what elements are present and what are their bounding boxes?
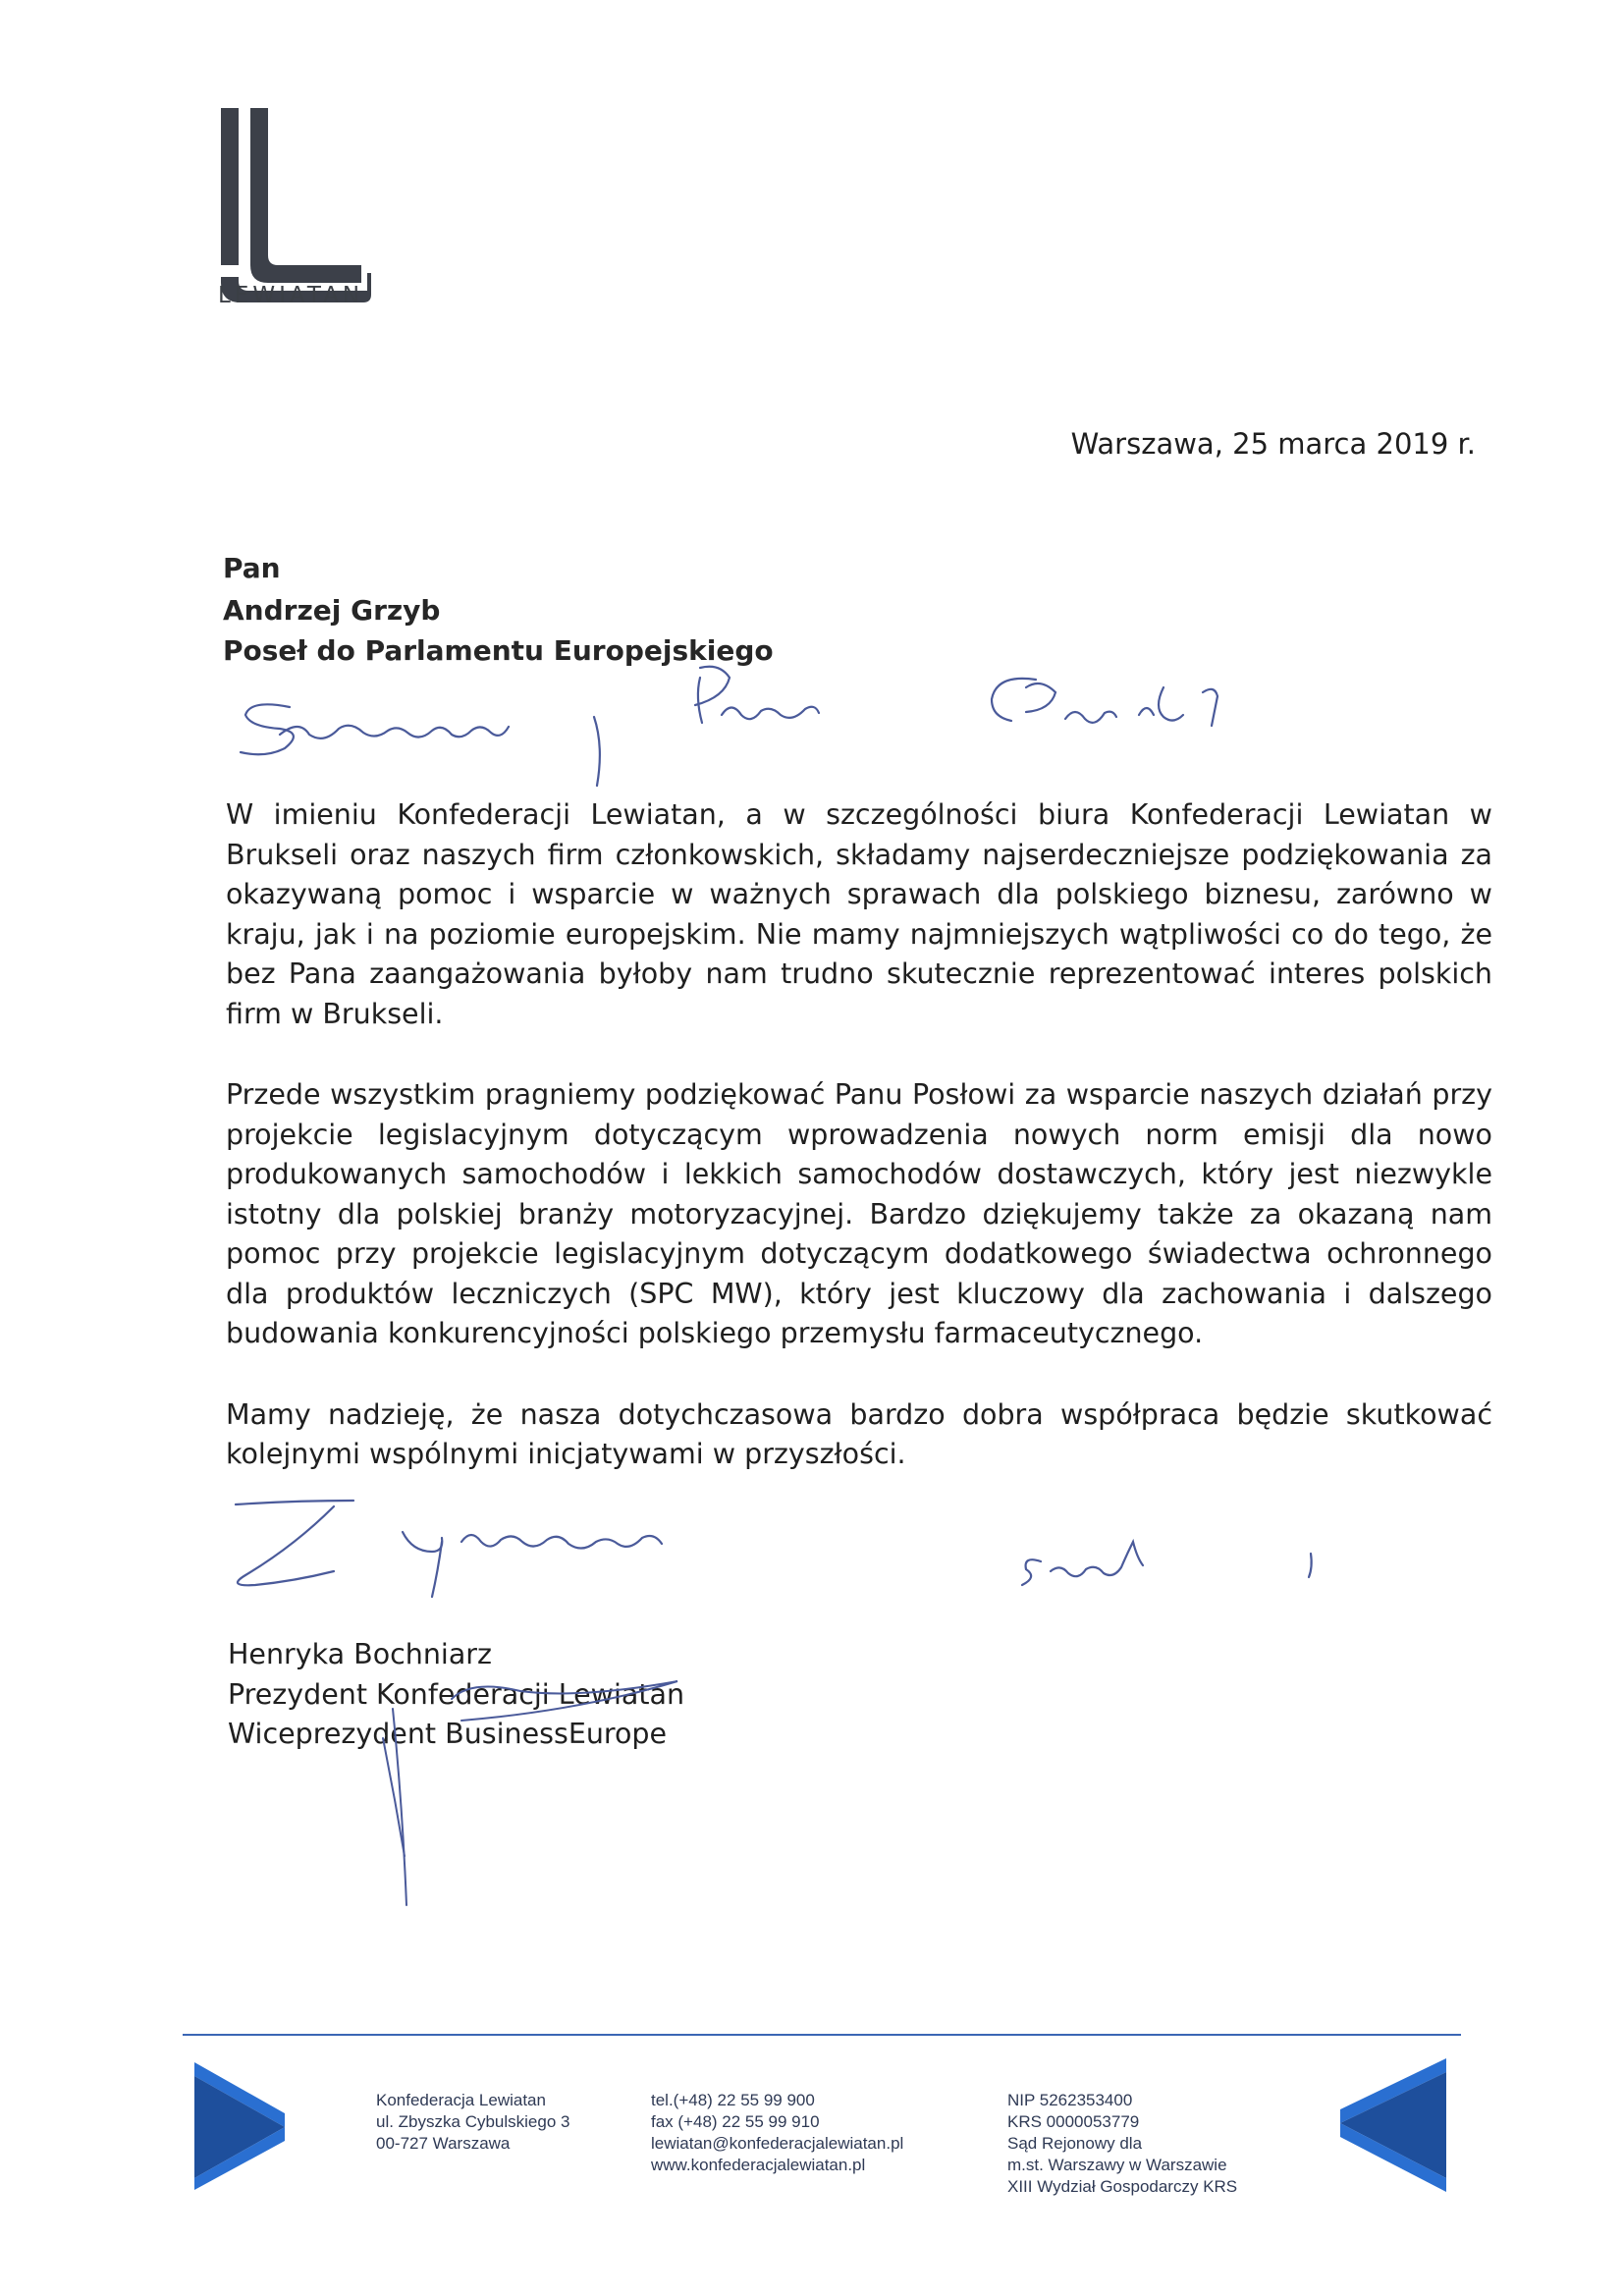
footer-court-line: XIII Wydział Gospodarczy KRS	[1007, 2177, 1238, 2196]
footer-court-line: Sąd Rejonowy dla	[1007, 2134, 1143, 2153]
footer-divider	[183, 2034, 1461, 2036]
footer-address-line: Konfederacja Lewiatan	[376, 2091, 546, 2109]
addressee-name: Andrzej Grzyb	[223, 594, 441, 627]
handwritten-salutation	[221, 658, 1281, 815]
footer-nip: NIP 5262353400	[1007, 2091, 1133, 2109]
letter-date: Warszawa, 25 marca 2019 r.	[1070, 427, 1476, 461]
footer-address	[376, 2090, 569, 2155]
footer-chevron-left-icon	[194, 2062, 285, 2190]
footer-address-line: 00-727 Warszawa	[376, 2134, 511, 2153]
handwritten-closing	[216, 1493, 1345, 1630]
addressee-title: Poseł do Parlamentu Europejskiego	[223, 634, 774, 667]
footer-chevron-right-icon	[1340, 2058, 1446, 2192]
signatory-name: Henryka Bochniarz	[228, 1638, 492, 1670]
footer-fax: fax (+48) 22 55 99 910	[651, 2112, 820, 2131]
body-paragraph: Przede wszystkim pragniemy podziękować Panu Posłowi za wsparcie naszych działań przy projekcie legislacyjnym dotyczącym wprowadzenia nowych norm emisji dla nowo produkowanych samochodów i lekkich samochodów dostawczych, który jest niezwykle istotny dla polskiej branży motoryzacyjnej. Bardzo dziękujemy także za okazaną nam pomoc przy projekcie legislacyjnym dotyczącym dodatkowego świadectwa ochronnego dla produktów leczniczych (SPC MW), który jest kluczowy dla zachowania i dalszego budowania konkurencyjności polskiego przemysłu farmaceutycznego.	[226, 1078, 1492, 1349]
footer-krs: KRS 0000053779	[1007, 2112, 1140, 2131]
signatory-title: Prezydent Konfederacji Lewiatan	[228, 1677, 685, 1711]
footer-website-link[interactable]: www.konfederacjalewiatan.pl	[651, 2156, 866, 2174]
handwritten-signature	[373, 1620, 727, 1915]
body-paragraph: W imieniu Konfederacji Lewiatan, a w szczególności biura Konfederacji Lewiatan w Brukseli oraz naszych firm członkowskich, składamy najserdeczniejsze podziękowania za okazywaną pomoc i wsparcie w ważnych sprawach dla polskiego biznesu, zarówno w kraju, jak i na poziomie europejskim. Nie mamy najmniejszych wątpliwości co do tego, że bez Pana zaangażowania byłoby nam trudno skutecznie reprezentować interes polskich firm w Brukseli.	[226, 798, 1492, 1030]
letter-body	[226, 795, 1492, 1516]
signatory-title: Wiceprezydent BusinessEurope	[228, 1718, 668, 1750]
body-paragraph: Mamy nadzieję, że nasza dotychczasowa bardzo dobra współpraca będzie skutkować kolejnymi wspólnymi inicjatywami w przyszłości.	[226, 1397, 1492, 1470]
logo-wordmark: LEWIATAN	[218, 283, 364, 308]
footer-address-line: ul. Zbyszka Cybulskiego 3	[376, 2112, 570, 2131]
footer-registration	[1007, 2090, 1237, 2198]
footer-phone: tel.(+48) 22 55 99 900	[651, 2091, 815, 2109]
addressee-salutation: Pan	[223, 552, 281, 584]
footer-contact	[651, 2090, 903, 2176]
footer-court-line: m.st. Warszawy w Warszawie	[1007, 2156, 1227, 2174]
footer-email-link[interactable]: lewiatan@konfederacjalewiatan.pl	[651, 2134, 904, 2153]
